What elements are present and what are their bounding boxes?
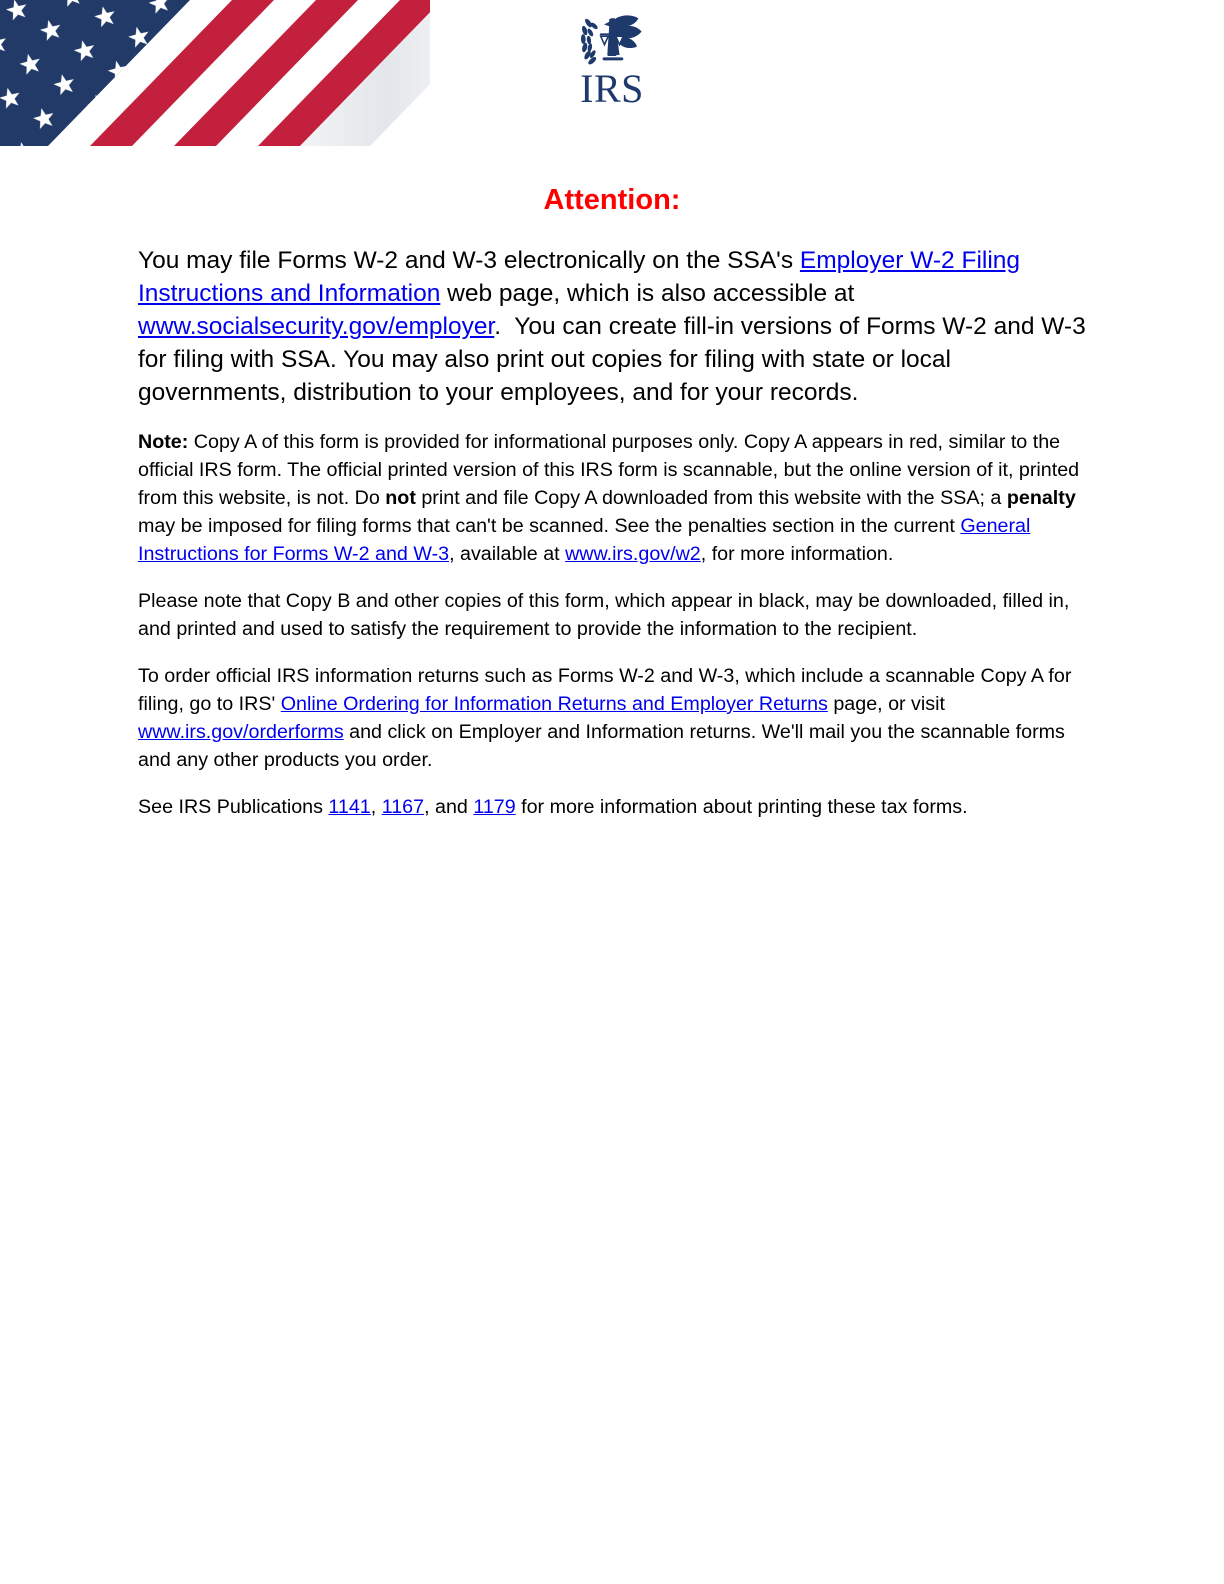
text-run: page, or visit <box>827 693 945 715</box>
irs-logo <box>552 12 672 109</box>
pub-1167-link[interactable]: 1167 <box>381 796 425 818</box>
paragraphs <box>138 244 1086 821</box>
attention-body <box>138 184 1086 821</box>
text-run: may be imposed for filing forms that can't be scanned. See the penalties section in the current <box>138 515 961 537</box>
general-instructions-link[interactable]: General Instructions for Forms W-2 and W-3 <box>138 515 1031 565</box>
irs-gov-orderforms-link[interactable]: www.irs.gov/orderforms <box>138 721 344 743</box>
text-run: , available at <box>449 543 566 565</box>
paragraph-4 <box>138 662 1086 774</box>
irs-logo-text: IRS <box>580 66 644 111</box>
text-run: for more information about printing these tax forms. <box>515 796 968 818</box>
paragraph-2 <box>138 428 1086 568</box>
text-run: print and file Copy A downloaded from this website with the SSA; a <box>415 487 1007 509</box>
us-flag-graphic <box>0 0 430 146</box>
paragraph-5 <box>138 793 1086 821</box>
text-run: and click on Employer and Information returns. We'll mail you the scannable forms and any other products you order. <box>138 721 1065 771</box>
text-run: Copy A of this form is provided for informational purposes only. Copy A appears in red, similar to the official IRS form. The official printed version of this IRS form is scannable, but the online version of it, printed from this website, is not. Do <box>138 431 1080 509</box>
text-run: , for more information. <box>700 543 894 565</box>
text-run: Please note that Copy B and other copies of this form, which appear in black, may be downloaded, filled in, and printed and used to satisfy the requirement to provide the information to the recipient. <box>138 590 1070 640</box>
text-run: See IRS Publications <box>138 796 329 818</box>
paragraph-1 <box>138 244 1086 409</box>
page-header <box>0 0 1224 146</box>
text-run: , and <box>424 796 474 818</box>
employer-w2-filing-link[interactable]: Employer W-2 Filing Instructions and Information <box>138 247 1021 307</box>
attention-heading: Attention: <box>543 184 681 216</box>
irs-gov-w2-link[interactable]: www.irs.gov/w2 <box>565 543 701 565</box>
text-run: web page, which is also accessible at <box>440 280 855 307</box>
text-run: To order official IRS information returns such as Forms W-2 and W-3, which include a scannable Copy A for filing, go to IRS' <box>138 665 1072 715</box>
bold-text: Note: <box>138 431 189 453</box>
pub-1179-link[interactable]: 1179 <box>473 796 516 818</box>
paragraph-3 <box>138 587 1086 643</box>
socialsecurity-employer-link[interactable]: www.socialsecurity.gov/employer <box>138 313 495 340</box>
bold-text: not <box>385 487 416 509</box>
text-run: , <box>370 796 382 818</box>
pub-1141-link[interactable]: 1141 <box>328 796 371 818</box>
text-run: . You can create fill-in versions of Forms W-2 and W-3 for filing with SSA. You may also print out copies for filing with state or local governments, distribution to your employees, and for your records. <box>138 313 1086 406</box>
text-run: You may file Forms W-2 and W-3 electronically on the SSA's <box>138 247 800 274</box>
irs-eagle-icon <box>580 12 644 68</box>
bold-text: penalty <box>1006 487 1076 509</box>
online-ordering-link[interactable]: Online Ordering for Information Returns and Employer Returns <box>280 693 828 715</box>
